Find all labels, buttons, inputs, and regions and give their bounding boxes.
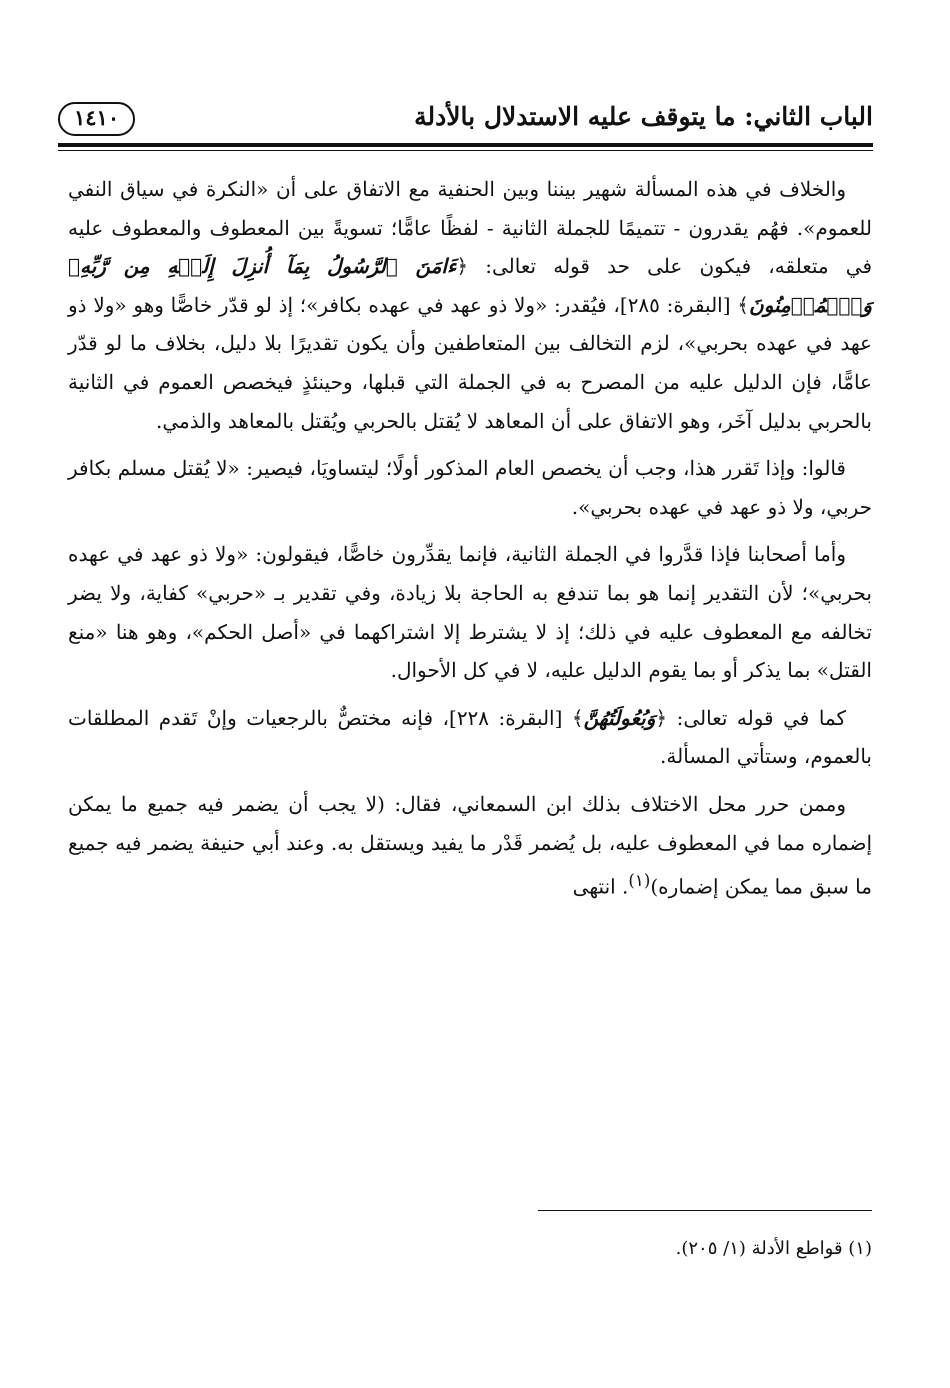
quran-verse: ءَامَنَ ٱلرَّسُولُ بِمَآ أُنزِلَ إِلَيۡهِ مِن رَّبِّهِۦ وَٱلۡمُؤۡمِنُونَ [68,254,872,317]
footnote: (١) قواطع الأدلة (١/ ٢٠٥). [675,1238,872,1259]
chapter-title: الباب الثاني: ما يتوقف عليه الاستدلال بالأدلة [414,102,873,131]
header-rule-thick [58,143,873,147]
paragraph-4-text-a: كما في قوله تعالى: ﴿ [655,705,846,730]
paragraph-3: وأما أصحابنا فإذا قدَّروا في الجملة الثانية، فإنما يقدِّرون خاصًّا، فيقولون: «ولا ذو عهد في عهده بحربي»؛ لأن التقدير إنما هو بما تندفع به الحاجة بلا زيادة، وفي تقدير بـ «حربي» كفاية، ولا يضر تخالفه مع المعطوف عليه في ذلك؛ إذ لا يشترط إلا اشتراكهما في «أصل الحكم»، وهو هنا «منع القتل» بما يذكر أو بما يقوم الدليل عليه، لا في كل الأحوال. [68,542,872,683]
paragraph-1-text-a: والخلاف في هذه المسألة شهير بيننا وبين الحنفية مع الاتفاق على أن «النكرة في سياق النفي للعموم». فهُم يقدرون - تتميمًا للجملة الثانية - لفظًا عامًّا؛ تسويةً بين المعطوف والمعطوف عليه في متعلقه، فيكون على حد قوله تعالى: ﴿ [68,177,872,279]
paragraph-1-text-b: ﴾ [البقرة: ٢٨٥]، فيُقدر: «ولا ذو عهد في عهده بكافر»؛ إذ لو قدّر خاصًّا وهو «ولا ذو عهد في عهده بحربي»، لزم التخالف بين المتعاطفين وأن يكون تقديرًا بلا دليل، بخلاف ما لو قدّر عامًّا، فإن الدليل عليه من المصرح به في الجملة التي قبلها، وحينئذٍ فيخصص العموم في الثانية بالحربي بدليل آخَر، وهو الاتفاق على أن المعاهد لا يُقتل بالحربي ويُقتل بالمعاهد والذمي. [68,292,872,433]
paragraph-5-text-a: وممن حرر محل الاختلاف بذلك ابن السمعاني، فقال: (لا يجب أن يضمر فيه جميع ما يمكن إضماره مما في المعطوف عليه، بل يُضمر قَدْر ما يفيد ويستقل به. وعند أبي حنيفة يضمر فيه جميع ما سبق مما يمكن إضماره) [68,791,872,899]
running-header [58,100,873,144]
quran-verse: وَبُعُولَتُهُنَّ [583,705,656,730]
paragraph-5 [68,785,872,906]
main-text [68,170,872,915]
paragraph-4-text-b: ﴾ [البقرة: ٢٢٨]، فإنه مختصٌّ بالرجعيات وإنْ تَقدم المطلقات بالعموم، وستأتي المسألة. [68,705,872,769]
page-number-badge: ١٤١٠ [58,102,135,136]
paragraph-4 [68,699,872,776]
paragraph-5-text-b: . انتهى [572,874,629,899]
footnote-reference[interactable]: (١) [628,871,651,891]
paragraph-2: قالوا: وإذا تَقرر هذا، وجب أن يخصص العام المذكور أولًا؛ ليتساويَا، فيصير: «لا يُقتل مسلم بكافر حربي، ولا ذو عهد في عهده بحربي». [68,456,872,519]
header-rule-thin [58,150,873,151]
footnote-separator [538,1210,872,1211]
paragraph-1 [68,170,872,440]
